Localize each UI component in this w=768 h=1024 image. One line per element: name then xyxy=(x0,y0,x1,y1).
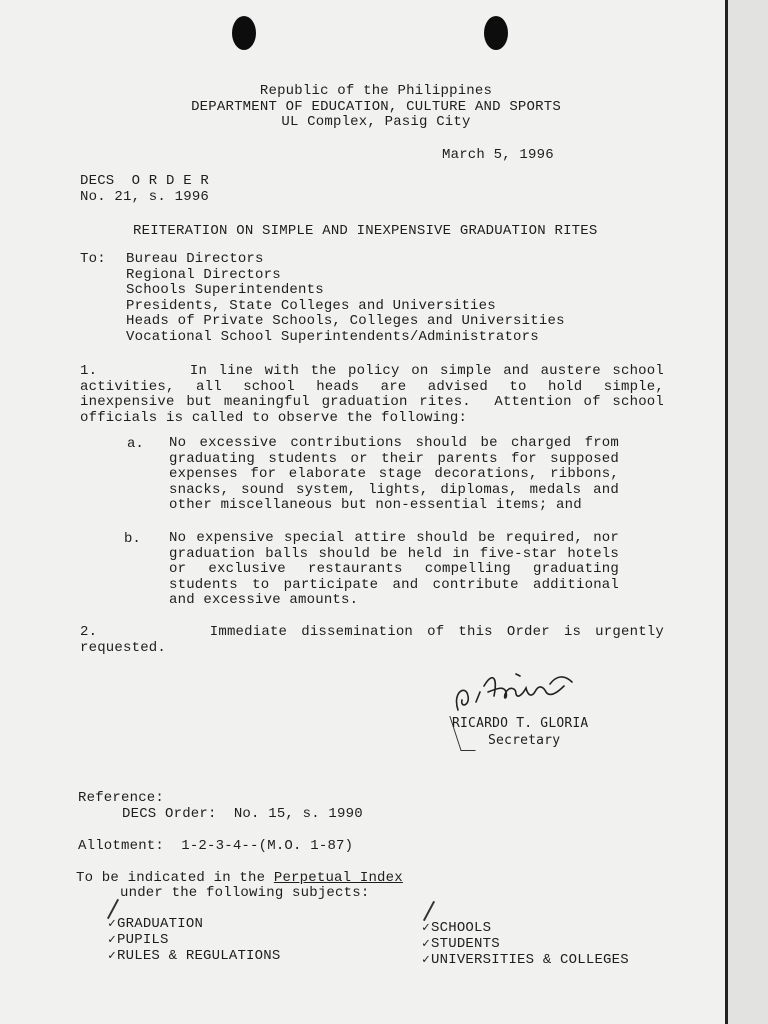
checkmark-icon: ✓ xyxy=(108,948,117,963)
letterhead-department: DEPARTMENT OF EDUCATION, CULTURE AND SPORTS xyxy=(191,98,561,115)
subject-label: SCHOOLS xyxy=(431,920,492,936)
signatory-name: RICARDO T. GLORIA xyxy=(452,716,589,731)
punch-hole-icon xyxy=(232,16,256,50)
index-prefix: To be indicated in the xyxy=(76,870,274,886)
paragraph-1: 1. In line with the policy on simple and austere school activities, all school heads are advised to hold simple, inexpensive but meaningful graduation rites. Attention of school officials is called to observe the following: xyxy=(80,363,673,426)
order-number: No. 21, s. 1996 xyxy=(80,188,210,205)
subject-label: STUDENTS xyxy=(431,936,500,952)
checkmark-icon: ✓ xyxy=(422,936,431,951)
reference-item: DECS Order: No. 15, s. 1990 xyxy=(122,806,363,822)
recipient-list xyxy=(126,252,565,345)
recipient-item: Vocational School Superintendents/Administrators xyxy=(126,328,539,345)
page-shadow xyxy=(728,0,768,1024)
item-a-label: a. xyxy=(127,436,144,452)
paragraph-2: 2. Immediate dissemination of this Order is urgently requested. xyxy=(80,624,673,656)
subject-item xyxy=(108,948,280,964)
perpetual-index-label: Perpetual Index xyxy=(273,870,403,886)
order-heading xyxy=(80,174,209,205)
recipient-item: Regional Directors xyxy=(126,266,281,283)
checkmark-icon: ✓ xyxy=(422,920,431,935)
to-label: To: xyxy=(80,251,106,267)
recipient-item: Schools Superintendents xyxy=(126,282,324,298)
subject-label: GRADUATION xyxy=(117,916,204,932)
signature-icon xyxy=(446,662,596,722)
index-subjects-line: under the following subjects: xyxy=(120,885,370,901)
subjects-left xyxy=(108,916,280,964)
subject-item xyxy=(108,932,280,948)
subject-item xyxy=(422,952,629,968)
subject-label: PUPILS xyxy=(117,932,169,948)
reference-label: Reference: xyxy=(78,790,165,806)
page-edge xyxy=(725,0,728,1024)
checkmark-icon: ✓ xyxy=(108,916,117,931)
letterhead-republic: Republic of the Philippines xyxy=(259,83,493,99)
subjects-right xyxy=(422,920,629,968)
subject-item xyxy=(108,916,280,932)
order-date: March 5, 1996 xyxy=(442,147,554,163)
allotment: Allotment: 1-2-3-4--(M.O. 1-87) xyxy=(78,838,354,854)
punch-hole-icon xyxy=(484,16,508,50)
letterhead xyxy=(150,84,602,131)
subject-label: UNIVERSITIES & COLLEGES xyxy=(431,952,629,968)
order-title: DECS O R D E R xyxy=(80,173,210,189)
checkmark-icon: ✓ xyxy=(422,952,431,967)
signatory-title: Secretary xyxy=(488,733,561,748)
item-b-text: No expensive special attire should be required, nor graduation balls should be held in five-star hotels or exclusive restaurants compelling graduating students to participate and contribute additional and excessive amounts. xyxy=(169,530,619,608)
letterhead-address: UL Complex, Pasig City xyxy=(281,114,471,130)
subject-item xyxy=(422,936,629,952)
item-a-text: No excessive contributions should be charged from graduating students or their parents for supposed expenses for elaborate stage decorations, ribbons, snacks, sound system, lights, diplomas, medals and other miscellaneous but non-essential items; and xyxy=(169,435,619,513)
checkmark-icon xyxy=(423,901,435,921)
subject-item xyxy=(422,920,629,936)
item-b-label: b. xyxy=(124,531,141,547)
order-subject: REITERATION ON SIMPLE AND INEXPENSIVE GRADUATION RITES xyxy=(133,223,598,239)
subject-label: RULES & REGULATIONS xyxy=(117,948,281,964)
recipient-item: Bureau Directors xyxy=(126,251,264,267)
recipient-item: Presidents, State Colleges and Universities xyxy=(126,297,496,314)
recipient-item: Heads of Private Schools, Colleges and Universities xyxy=(126,313,565,329)
checkmark-icon: ✓ xyxy=(108,932,117,947)
